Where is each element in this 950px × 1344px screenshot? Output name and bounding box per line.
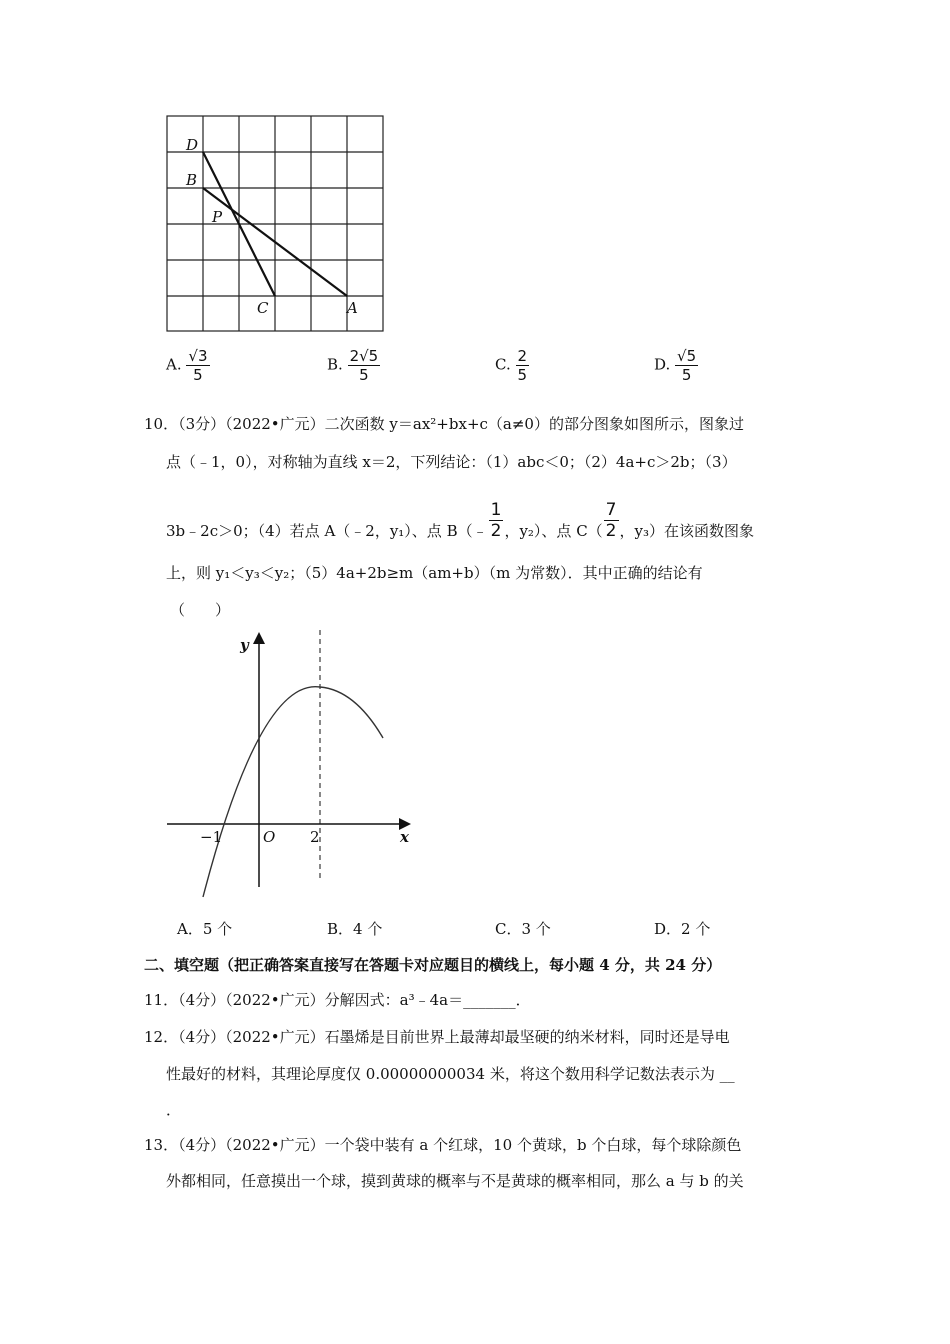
denominator: 5 [359, 366, 369, 384]
fraction [516, 347, 530, 384]
fraction [348, 347, 381, 384]
text: 3b﹣2c＞0；（4）若点 A（﹣2，y₁）、点 B（﹣ [166, 522, 488, 540]
numerator: 2√5 [349, 347, 379, 365]
fraction-seven-half [604, 500, 619, 541]
numerator: 2 [517, 347, 528, 365]
text: ，y₂）、点 C（ [504, 522, 603, 540]
q13-line1: 13．（4分）（2022•广元）一个袋中装有 a 个红球，10 个黄球，b 个白球，每个球除颜色 [144, 1136, 742, 1154]
q11: 11．（4分）（2022•广元）分解因式：a³﹣4a＝_______． [144, 991, 531, 1009]
label-d: D [186, 136, 199, 154]
numerator: √5 [677, 347, 697, 365]
label-a: A [347, 299, 358, 317]
q10-line2: 点（﹣1，0），对称轴为直线 x＝2，下列结论：（1）abc＜0；（2）4a+c＞2b；（3） [166, 453, 737, 471]
denominator: 2 [605, 521, 617, 541]
label-c: C [257, 299, 269, 317]
denominator: 2 [490, 521, 502, 541]
numerator: 7 [605, 500, 617, 520]
q10-line1: 10．（3分）（2022•广元）二次函数 y＝ax²+bx+c（a≠0）的部分图象如图所示，图象过 [144, 415, 744, 433]
fraction [186, 347, 209, 384]
option-letter: B. [327, 355, 343, 374]
option-letter: D. [654, 355, 671, 374]
grid-figure [160, 110, 400, 340]
denominator: 5 [517, 366, 528, 384]
q10-option-d[interactable]: D．2 个 [654, 920, 711, 938]
parabola-curve [203, 687, 383, 897]
fraction [675, 347, 698, 384]
tick-label-2: 2 [310, 828, 320, 846]
denominator: 5 [193, 366, 203, 384]
parabola-graph [160, 628, 420, 908]
label-p: P [212, 208, 223, 226]
q10-line4: 上，则 y₁＜y₃＜y₂；（5）4a+2b≥m（am+b）（m 为常数）．其中正确的结论有 [166, 564, 703, 582]
numerator: 1 [490, 500, 502, 520]
q10-option-c[interactable]: C．3 个 [495, 920, 551, 938]
origin-label: O [263, 828, 276, 846]
tick-label-neg1: −1 [200, 828, 223, 846]
label-b: B [186, 171, 198, 189]
denominator: 5 [681, 366, 692, 384]
q12-line1: 12．（4分）（2022•广元）石墨烯是目前世界上最薄却最坚硬的纳米材料，同时还是导电 [144, 1028, 730, 1046]
section-heading: 二、填空题（把正确答案直接写在答题卡对应题目的横线上，每小题 4 分，共 24 分） [144, 956, 722, 974]
q9-option-b[interactable] [327, 347, 380, 384]
q10-line5: （ ） [170, 601, 231, 619]
q10-option-a[interactable]: A．5 个 [177, 920, 233, 938]
q9-option-a[interactable] [166, 347, 210, 384]
y-axis-label: y [240, 636, 249, 654]
fraction-half [489, 500, 504, 541]
q10-option-b[interactable]: B．4 个 [327, 920, 383, 938]
q9-option-d[interactable] [654, 347, 698, 384]
q12-line2: 性最好的材料，其理论厚度仅 0.00000000034 米，将这个数用科学记数法表示为 __ [166, 1065, 735, 1083]
x-axis-label: x [400, 828, 409, 846]
numerator: √3 [188, 347, 208, 365]
q13-line2: 外都相同，任意摸出一个球，摸到黄球的概率与不是黄球的概率相同，那么 a 与 b 的关 [166, 1172, 744, 1190]
q9-option-c[interactable] [495, 347, 529, 384]
option-letter: C. [495, 355, 511, 374]
option-letter: A. [166, 355, 182, 374]
text: ，y₃）在该函数图象 [619, 522, 754, 540]
q10-line3 [166, 500, 754, 541]
q12-line3: ． [166, 1101, 182, 1119]
